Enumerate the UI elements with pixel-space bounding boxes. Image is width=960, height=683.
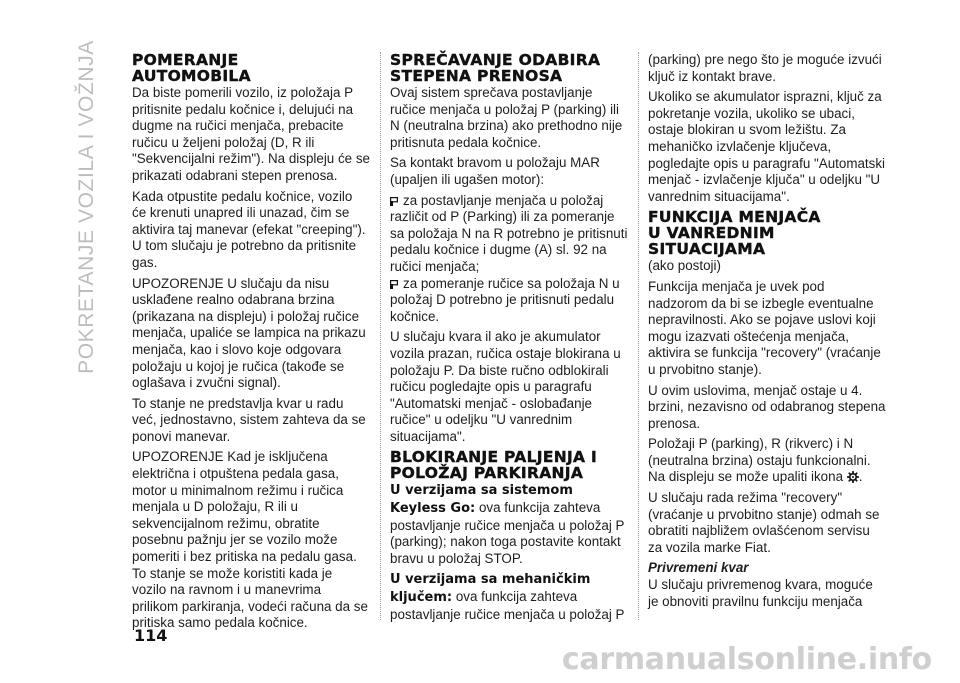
paragraph: To stanje ne predstavlja kvar u radu već, jednostavno, sistem zahteva da se ponovi manevar. xyxy=(132,395,366,444)
warning-paragraph: UPOZORENJE Kad je isključena električna i otpuštena pedala gasa, motor u minimalnom režimu i ručica menjala u D položaju, R ili u sekvencijalnom režimu, obratite posebnu pažnju jer se vozilo može pomeriti i bez pritiska na pedalu gasa. To stanje se može koristiti kada je vozilo na ravnom i u manevrima prilikom parkiranja, vodeći računa da se pritiska samo pedala kočnice. xyxy=(132,449,368,631)
paragraph: U slučaju rada režima "recovery" (vraćanje u prvobitno stanje) odmah se obratiti najbližem ovlašćenom servisu za vozila marke Fiat. xyxy=(648,490,880,555)
bullet-item: za pomeranje ručice sa položaja N u položaj D potrebno je pritisnuti pedalu kočnice. xyxy=(390,275,620,324)
paragraph: U slučaju kvara il ako je akumulator vozila prazan, ručica ostaje blokirana u položaju P. Da biste ručno odblokirali ručicu pogledajte opis u paragrafu "Automatski menjač - oslobađanje ručice" u odeljku "U vanrednim situacijama". xyxy=(390,329,621,444)
paragraph: Da biste pomerili vozilo, iz položaja P pritisnite pedalu kočnice i, delujući na dugme na ručici menjača, prebacite ručicu u željeni položaj (D, R ili "Sekvencijalni režim"). Na displeju će se prikazati odabrani stepen prenosa. xyxy=(132,85,370,183)
paragraph: Kada otpustite pedalu kočnice, vozilo će krenuti unapred ili unazad, čim se aktivira taj manevar (efekat "creeping"). U tom slučaju je potrebno da pritisnite gas. xyxy=(132,188,366,270)
gear-warning-icon xyxy=(847,471,859,483)
paragraph: U verzijama sa sistemom Keyless Go: ova funkcija zahteva postavljanje ručice menjača u položaj P (parking); nakon toga postavite kontakt bravu u položaj STOP. xyxy=(390,483,625,566)
bullet-marker-icon xyxy=(390,280,398,289)
column-2 xyxy=(390,52,628,627)
paragraph: Ukoliko se akumulator isprazni, ključ za pokretanje vozila, ukoliko se ubaci, ostaje blokiran u svom ležištu. Za mehaničko izvlačenje ključeva, pogledajte opis u paragrafu "Automatski menjač - izvlačenje ključa" u odeljku "U vanrednim situacijama". xyxy=(648,89,886,204)
paragraph: U ovim uslovima, menjač ostaje u 4. brzini, nezavisno od odabranog stepena prenosa. xyxy=(648,382,886,431)
chapter-title-text: POKRETANJE VOZILA I VOŽNJA xyxy=(75,40,98,374)
chapter-side-title xyxy=(72,40,102,374)
page-number: 114 xyxy=(134,626,168,645)
bullet-item: za postavljanje menjača u položaj različit od P (Parking) ili za pomeranje sa položaja N na R potrebno je pritisnuti pedalu kočnice i dugme (A) sl. 92 na ručici menjača; xyxy=(390,192,628,274)
lead-in-mechanical-key: U verzijama sa mehaničkim ključem: xyxy=(390,572,591,606)
warning-paragraph: UPOZORENJE U slučaju da nisu usklađene realno odabrana brzina (prikazana na displeju) i položaj ručice menjača, upaliće se lampica na prikazu menjača, kao i slovo koje odgovara položaju u kojoj je ručica (takođe se oglašava i zvučni signal). xyxy=(132,275,366,391)
paragraph: U slučaju privremenog kvara, moguće je obnoviti pravilnu funkciju menjača xyxy=(648,577,873,609)
column-divider-1 xyxy=(380,52,381,620)
subheading-privremeni-kvar: Privremeni kvar xyxy=(648,560,749,576)
paragraph: (ako postoji) xyxy=(648,258,721,274)
watermark: carmanualsonline.info xyxy=(561,642,932,677)
column-1 xyxy=(132,52,370,636)
paragraph: U verzijama sa mehaničkim ključem: ova funkcija zahteva postavljanje ručice menjača u položaj P xyxy=(390,572,625,622)
bullet-marker-icon xyxy=(390,197,398,206)
column-3 xyxy=(648,52,886,614)
lead-in-keyless: U verzijama sa sistemom Keyless Go: xyxy=(390,483,573,517)
paragraph: (parking) pre nego što je moguće izvući ključ iz kontakt brave. xyxy=(648,52,882,84)
section-heading-pomeranje: POMERANJE AUTOMOBILA xyxy=(132,51,251,85)
paragraph: Položaji P (parking), R (rikverc) i N (neutralna brzina) ostaju funkcionalni. Na displeju se može upaliti ikona . xyxy=(648,436,871,485)
section-heading-blokiranje: BLOKIRANJE PALJENJA I POLOŽAJ PARKIRANJA xyxy=(390,448,598,483)
section-heading-sprecavanje: SPREČAVANJE ODABIRA STEPENA PRENOSA xyxy=(390,51,601,85)
column-divider-2 xyxy=(638,52,639,620)
paragraph: Sa kontakt bravom u položaju MAR (upaljen ili ugašen motor): xyxy=(390,155,600,187)
section-heading-funkcija: FUNKCIJA MENJAČA U VANREDNIM SITUACIJAMA xyxy=(648,208,821,259)
paragraph: Funkcija menjača je uvek pod nadzorom da bi se izbegle eventualne nepravilnosti. Ako se pojave uslovi koji mogu izazvati oštećenja menjača, aktivira se funkcija "recovery" (vraćanje u prvobitno stanje). xyxy=(648,278,881,377)
paragraph: Ovaj sistem sprečava postavljanje ručice menjača u položaj P (parking) ili N (neutralna brzina) ako prethodno nije pritisnuta pedala kočnice. xyxy=(390,85,623,150)
